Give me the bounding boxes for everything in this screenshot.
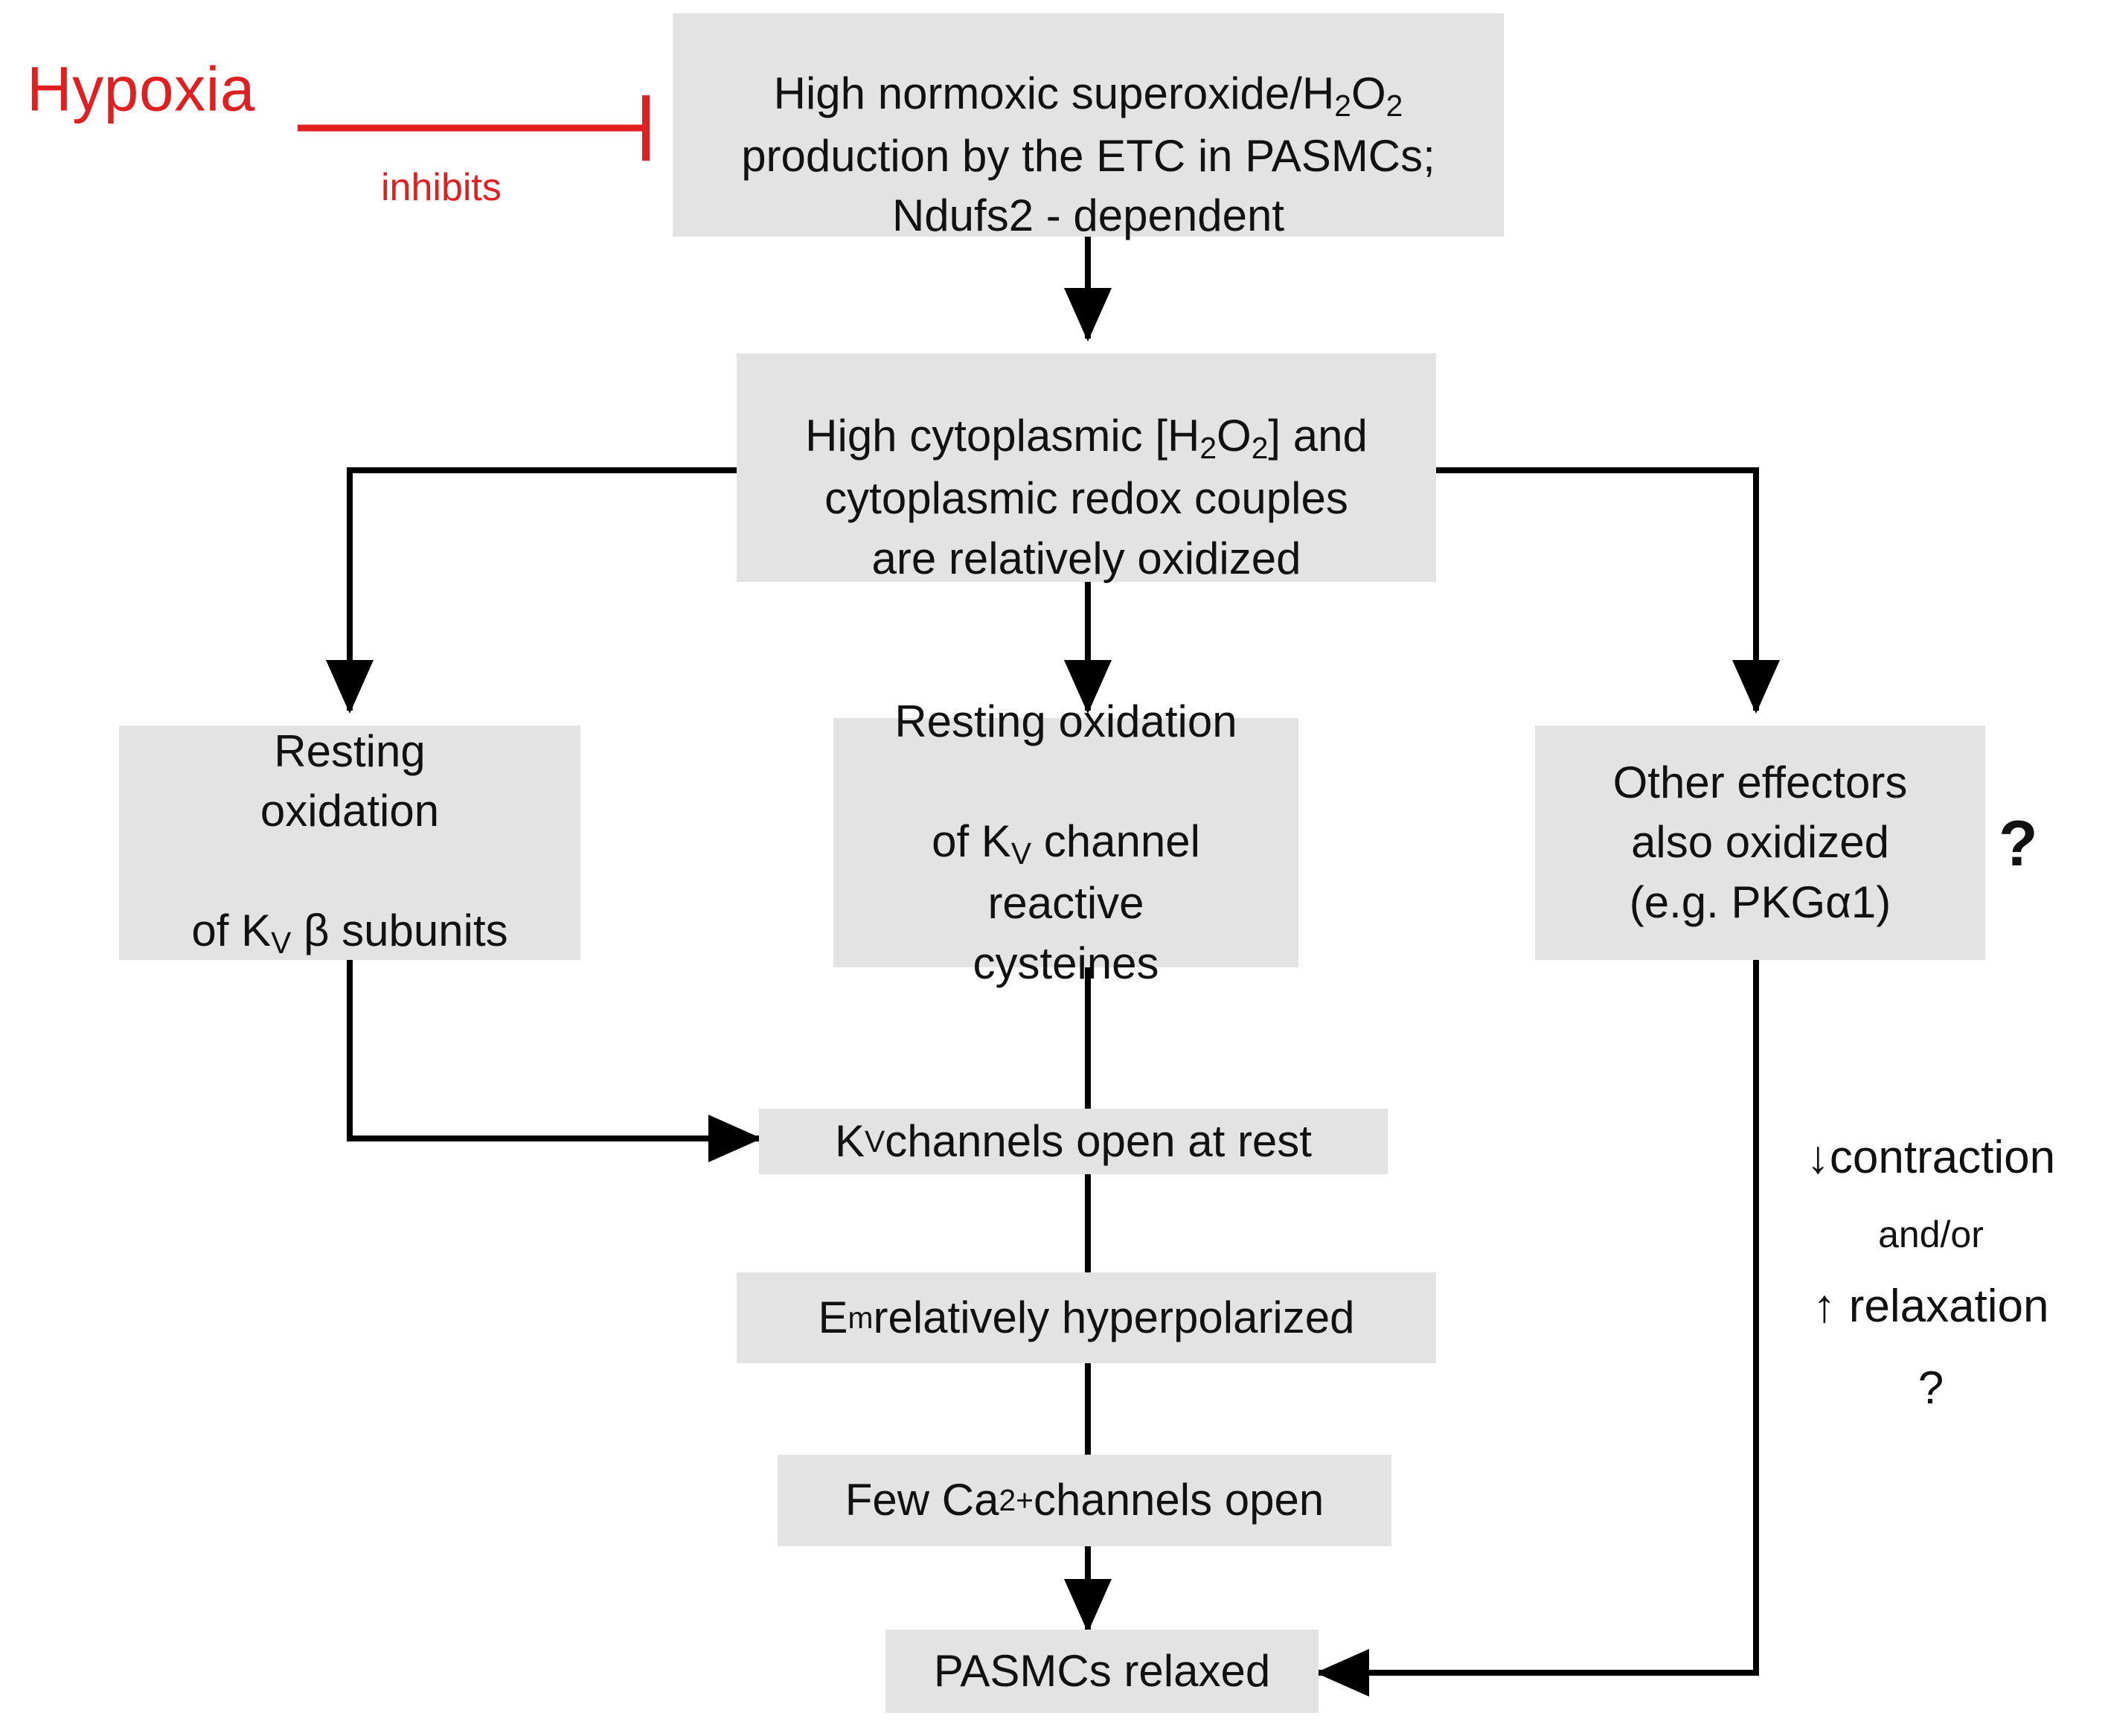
- node-cyto-line1-a: High cytoplasmic [H: [805, 411, 1200, 461]
- node-cyto-line2: cytoplasmic redox couples: [824, 473, 1348, 524]
- node-cyto-line1: [805, 347, 1368, 469]
- node-cyto-line1-b: O: [1217, 411, 1252, 461]
- node-etc-line1-sub2: 2: [1385, 89, 1403, 124]
- arrow-kv-beta-to-kv-open: [350, 960, 759, 1138]
- node-etc-line1-sub: 2: [1334, 89, 1351, 124]
- node-etc-line1-a: High normoxic superoxide/H: [773, 68, 1335, 118]
- node-other-line3: (e.g. PKGα1): [1629, 877, 1891, 927]
- node-ca-channels-open: [778, 1455, 1391, 1546]
- question-mark-effectors: ?: [1999, 808, 2038, 880]
- node-kvcys-line2: [932, 752, 1200, 874]
- node-hyper-sub: m: [848, 1300, 874, 1335]
- node-kv-beta-subunits: [119, 726, 580, 960]
- node-ca-b: channels open: [1033, 1475, 1324, 1525]
- node-hyper-a: E: [818, 1292, 848, 1342]
- node-kvcys-line2-b: channel: [1031, 816, 1200, 866]
- node-kvbeta-line3-b: β subunits: [291, 906, 508, 956]
- node-kvcys-line4: cysteines: [973, 938, 1159, 988]
- hypoxia-label: Hypoxia: [27, 54, 255, 124]
- node-kvbeta-line1: Resting: [274, 726, 426, 776]
- node-cyto-line1-sub2: 2: [1251, 431, 1269, 466]
- node-kv-reactive-cysteines: [833, 696, 1298, 988]
- hypoxia-inhibition-connector: [298, 95, 649, 161]
- node-kvcys-line3: reactive: [987, 878, 1144, 929]
- node-pasmcs-relaxed: PASMCs relaxed: [885, 1630, 1319, 1713]
- node-other-line2: also oxidized: [1631, 817, 1889, 868]
- node-cytoplasmic-h2o2: [737, 353, 1436, 582]
- node-kvopen-b: channels open at rest: [885, 1115, 1312, 1166]
- node-other-line1: Other effectors: [1612, 757, 1908, 807]
- node-hyper-b: relatively hyperpolarized: [873, 1292, 1355, 1342]
- node-etc-line1: [774, 4, 1403, 126]
- outcome-question-mark: ?: [1918, 1362, 1944, 1414]
- arrow-cytoplasm-to-kv-beta: [350, 470, 737, 711]
- node-cyto-line1-c: ] and: [1268, 411, 1368, 461]
- arrow-cytoplasm-to-other-effectors: [1436, 470, 1756, 711]
- node-kvcys-line1: Resting oxidation: [894, 696, 1237, 746]
- outcome-and-or-label: and/or: [1878, 1214, 1984, 1255]
- outcome-relaxation-label: ↑ relaxation: [1813, 1281, 2049, 1332]
- node-ca-sup: 2+: [999, 1483, 1034, 1518]
- node-kvbeta-line2: oxidation: [260, 786, 440, 836]
- node-other-effectors: [1535, 726, 1985, 960]
- node-kvbeta-line3: [191, 842, 507, 964]
- node-kv-channels-open: [759, 1109, 1388, 1174]
- node-etc-line2: production by the ETC in PASMCs;: [741, 130, 1435, 181]
- node-etc-line1-b: O: [1351, 68, 1386, 118]
- node-kvbeta-line3-a: of K: [191, 906, 272, 956]
- inhibits-label: inhibits: [381, 166, 502, 209]
- outcome-contraction-label: ↓contraction: [1806, 1132, 2056, 1183]
- node-kvopen-a: K: [835, 1115, 865, 1166]
- node-em-hyperpolarized: [737, 1272, 1436, 1363]
- node-kvcys-line2-a: of K: [932, 816, 1011, 866]
- node-ca-a: Few Ca: [845, 1475, 999, 1525]
- node-cyto-line3: are relatively oxidized: [871, 533, 1301, 583]
- node-kvcys-line2-sub: V: [1010, 836, 1032, 871]
- node-kvbeta-line3-sub: V: [271, 926, 292, 961]
- node-kvopen-sub: V: [865, 1124, 885, 1159]
- node-cyto-line1-sub: 2: [1199, 431, 1217, 466]
- node-etc-line3: Ndufs2 - dependent: [891, 190, 1285, 241]
- node-etc-production: [673, 13, 1504, 241]
